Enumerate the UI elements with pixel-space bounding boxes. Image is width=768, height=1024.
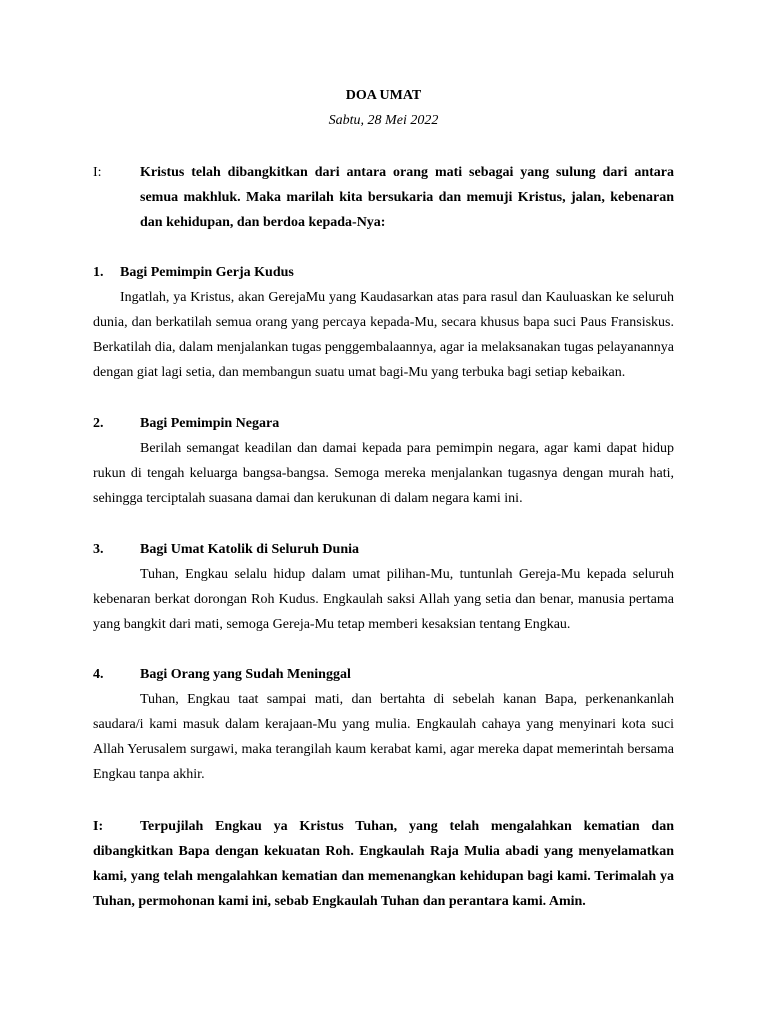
intention-heading [93, 662, 674, 687]
intention-number: 3. [93, 542, 104, 557]
intention-title: Bagi Pemimpin Gerja Kudus [120, 265, 294, 280]
intention-body: Tuhan, Engkau selalu hidup dalam umat pilihan-Mu, tuntunlah Gereja-Mu kepada seluruh kebenaran berkat dorongan Roh Kudus. Engkaulah saksi Allah yang setia dan benar, manusia pertama yang bangkit dari mati, semoga Gereja-Mu tetap memberi kesaksian tentang Engkau. [93, 567, 674, 632]
intention-section [93, 260, 674, 385]
intention-heading [93, 260, 674, 285]
closing-label: I: [93, 819, 104, 834]
intention-number: 2. [93, 416, 104, 431]
intention-body: Tuhan, Engkau taat sampai mati, dan bertahta di sebelah kanan Bapa, perkenankanlah saudara/i kami masuk dalam kerajaan-Mu yang mulia. Engkaulah cahaya yang menyinari kota suci Allah Yerusalem surgawi, maka terangilah kaum kerabat kami, agar mereka dapat memerintah bersama Engkau tanpa akhir. [93, 692, 674, 782]
intro-prayer [93, 160, 674, 235]
intro-label: I: [93, 165, 102, 180]
intention-body: Berilah semangat keadilan dan damai kepada para pemimpin negara, agar kami dapat hidup rukun di tengah keluarga bangsa-bangsa. Semoga mereka menjalankan tugasnya dengan murah hati, sehingga terciptalah suasana damai dan kerukunan di dalam negara kami ini. [93, 441, 674, 506]
intro-text: Kristus telah dibangkitkan dari antara orang mati sebagai yang sulung dari antara semua makhluk. Maka marilah kita bersukaria dan memuji Kristus, jalan, kebenaran dan kehidupan, dan berdoa kepada-Nya: [140, 165, 674, 230]
document-date: Sabtu, 28 Mei 2022 [328, 113, 439, 128]
document-title: DOA UMAT [345, 88, 422, 103]
intention-number: 4. [93, 667, 104, 682]
intention-section [93, 662, 674, 787]
intention-section [93, 411, 674, 511]
intention-title: Bagi Umat Katolik di Seluruh Dunia [140, 542, 359, 557]
intention-title: Bagi Orang yang Sudah Meninggal [140, 667, 351, 682]
closing-text: Terpujilah Engkau ya Kristus Tuhan, yang telah mengalahkan kematian dan dibangkitkan Bapa dengan kekuatan Roh. Engkaulah Raja Mulia abadi yang menyelamatkan kami, yang telah mengalahkan kematian dan memenangkan kehidupan bagi kami. Terimalah ya Tuhan, permohonan kami ini, sebab Engkaulah Tuhan dan perantara kami. Amin. [93, 819, 674, 909]
intention-body: Ingatlah, ya Kristus, akan GerejaMu yang Kaudasarkan atas para rasul dan Kauluaskan ke seluruh dunia, dan berkatilah semua orang yang percaya kepada-Mu, secara khusus bapa suci Paus Fransiskus. Berkatilah dia, dalam menjalankan tugas penggembalaannya, agar ia melaksanakan tugas pelayanannya dengan giat lagi setia, dan membangun suatu umat bagi-Mu yang terbuka bagi setiap kebaikan. [93, 290, 674, 380]
intention-number: 1. [93, 265, 104, 280]
intention-heading [93, 537, 674, 562]
intention-title: Bagi Pemimpin Negara [140, 416, 280, 431]
intention-heading [93, 411, 674, 436]
closing-prayer [93, 814, 674, 914]
intention-section [93, 537, 674, 637]
